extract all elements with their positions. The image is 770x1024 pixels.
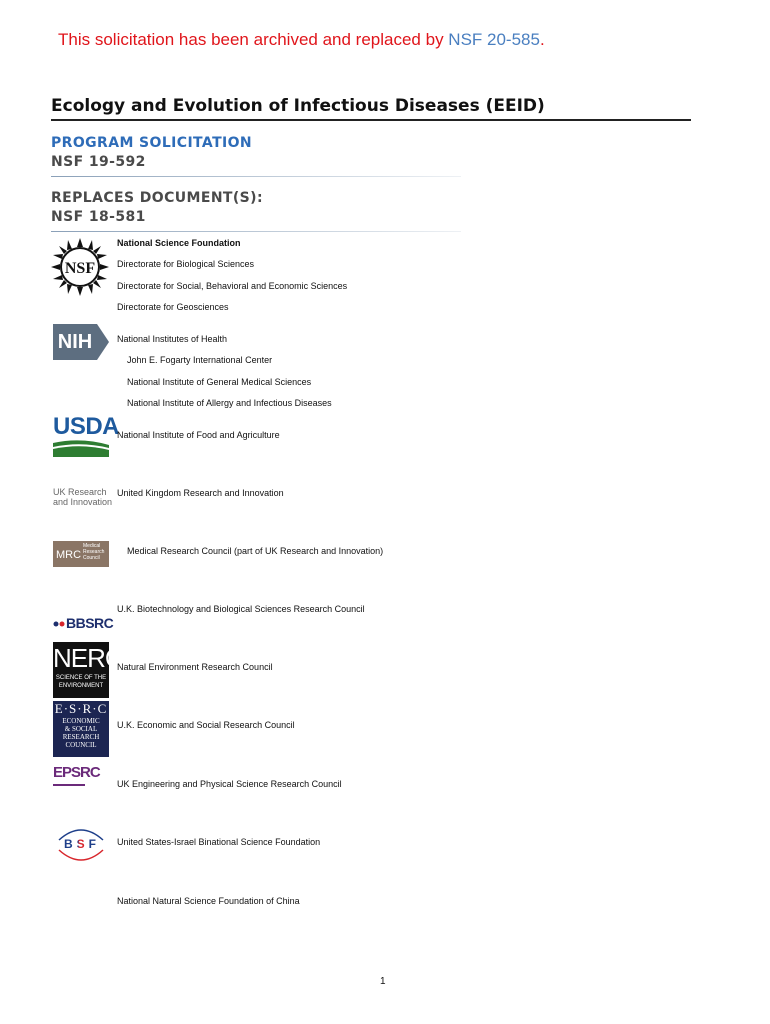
esrc-logo: E·S·R·C ECONOMIC & SOCIAL RESEARCH COUNCIL	[53, 701, 109, 757]
ukri-logo	[53, 487, 112, 507]
agency-directorate: Directorate for Biological Sciences	[117, 259, 255, 269]
agency-nerc: Natural Environment Research Council	[117, 662, 273, 672]
bbsrc-dots-icon	[53, 619, 65, 629]
agency-esrc: U.K. Economic and Social Research Council	[117, 720, 295, 730]
bsf-logo-text: BSF	[64, 837, 100, 851]
agency-nih-institute: National Institute of General Medical Sciences	[127, 377, 312, 387]
usda-logo: USDA	[53, 413, 120, 440]
epsrc-logo: EPSRC	[53, 764, 100, 781]
solicitation-number: NSF 19-592	[51, 154, 146, 170]
archive-notice-text: This solicitation has been archived and replaced by	[58, 30, 449, 49]
page-title: Ecology and Evolution of Infectious Diseases (EEID)	[51, 96, 691, 121]
ukri-logo-line: UK Research	[53, 487, 107, 497]
usda-field-icon	[53, 439, 109, 457]
agency-bbsrc: U.K. Biotechnology and Biological Sciences Research Council	[117, 604, 365, 614]
divider	[51, 231, 461, 232]
nih-logo	[53, 324, 97, 360]
nerc-logo-text: NERC	[53, 643, 123, 673]
agency-nsfc: National Natural Science Foundation of China	[117, 896, 300, 906]
agency-ukri: United Kingdom Research and Innovation	[117, 488, 284, 498]
bbsrc-logo: BBSRC	[66, 615, 114, 631]
agency-nsf: National Science Foundation	[117, 238, 241, 248]
agency-nih-institute: National Institute of Allergy and Infectious Diseases	[127, 398, 332, 408]
agency-nifa: National Institute of Food and Agriculture	[117, 430, 280, 440]
ukri-logo-line: and Innovation	[53, 497, 113, 507]
mrc-logo-text: MRC	[56, 549, 82, 561]
nerc-logo	[53, 642, 123, 698]
divider	[51, 176, 461, 177]
agency-bsf: United States-Israel Binational Science Foundation	[117, 837, 321, 847]
replacement-solicitation-link[interactable]: NSF 20-585	[448, 30, 540, 49]
agency-epsrc: UK Engineering and Physical Science Research Council	[117, 779, 342, 789]
archive-notice	[58, 30, 545, 50]
agency-nih-institute: John E. Fogarty International Center	[127, 355, 273, 365]
nsf-logo-text: NSF	[64, 260, 96, 277]
nerc-logo-subtext: ENVIRONMENT	[58, 683, 104, 689]
solicitation-heading: PROGRAM SOLICITATION	[51, 135, 253, 151]
nerc-logo-subtext: SCIENCE OF THE	[55, 675, 107, 681]
page-number: 1	[380, 976, 386, 987]
agency-mrc: Medical Research Council (part of UK Research and Innovation)	[127, 546, 384, 556]
replaces-heading: REPLACES DOCUMENT(S):	[51, 190, 263, 206]
agency-nih: National Institutes of Health	[117, 334, 228, 344]
replaces-number: NSF 18-581	[51, 209, 146, 225]
mrc-logo	[53, 541, 109, 567]
nih-logo-text: NIH	[57, 330, 93, 353]
nsf-seal-icon	[50, 237, 110, 297]
epsrc-underline	[53, 784, 85, 786]
nih-chevron-icon	[97, 324, 109, 360]
agency-directorate: Directorate for Geosciences	[117, 302, 229, 312]
esrc-logo-text: E·S·R·C	[54, 701, 108, 716]
mrc-logo-subtext: Medical Research Council	[83, 543, 105, 561]
archive-notice-end: .	[539, 30, 545, 49]
bsf-logo	[64, 837, 100, 851]
agency-directorate: Directorate for Social, Behavioral and Economic Sciences	[117, 281, 348, 291]
nsf-logo	[50, 237, 110, 297]
